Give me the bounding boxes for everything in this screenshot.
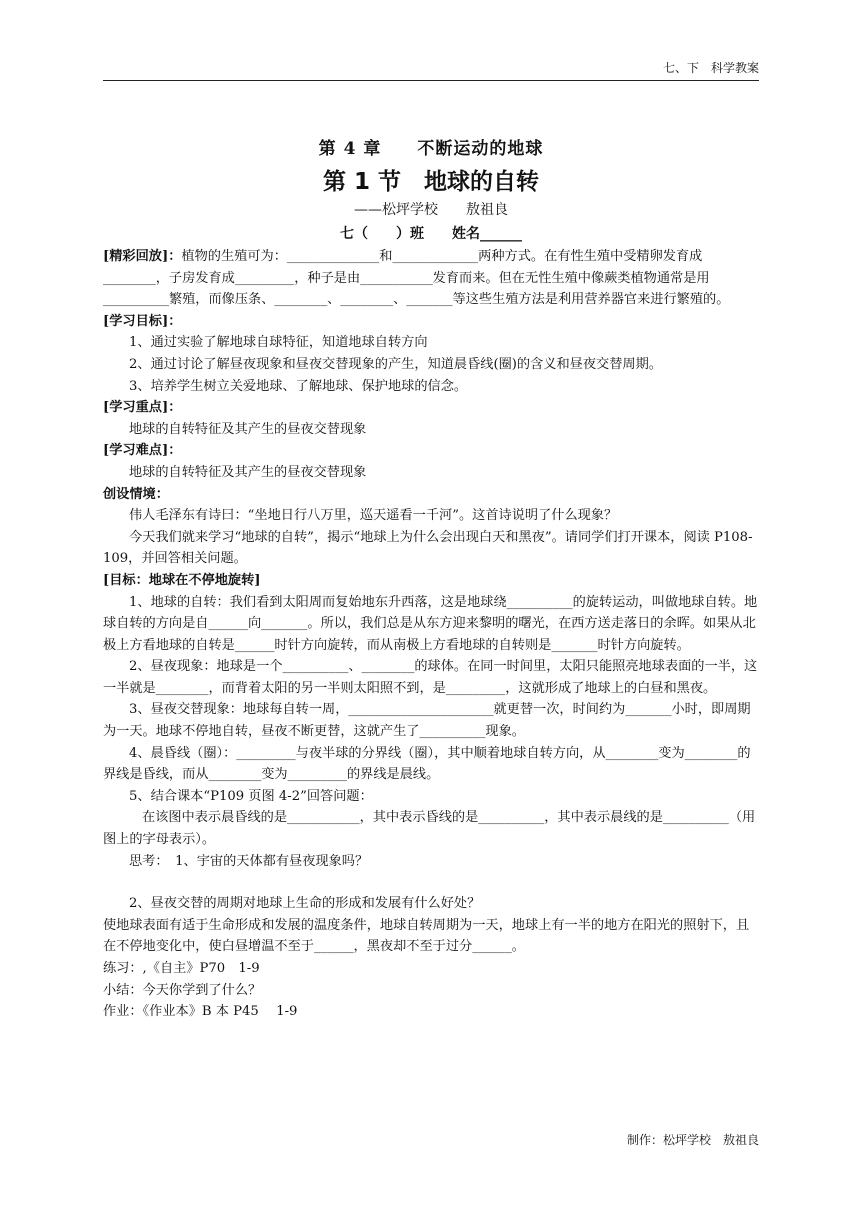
scenario-label: 创设情境： xyxy=(103,486,169,502)
title-block xyxy=(103,134,759,246)
chapter-title: 第 4 章 不断运动的地球 xyxy=(318,139,544,159)
homework-line: 作业：《作业本》B 本 P45 1-9 xyxy=(103,1004,298,1020)
practice-line: 练习：,《自主》P70 1-9 xyxy=(103,961,260,976)
author-line: ——松坪学校 敖祖良 xyxy=(354,202,508,218)
page-header: 七、下 科学教案 xyxy=(103,58,759,81)
scenario-paragraph-1: 伟人毛泽东有诗曰：“坐地日行八万里，巡天遥看一千河”。这首诗说明了什么现象？ xyxy=(129,508,618,524)
think-question-2: 2、昼夜交替的周期对地球上生命的形成和发展有什么好处？ xyxy=(129,896,481,912)
review-label: [精彩回放]： xyxy=(103,249,182,264)
objective-item: 1、通过实验了解地球自球特征，知道地球自转方向 xyxy=(129,335,428,351)
scenario-paragraph-2: 今天我们就来学习“地球的自转”，揭示“地球上为什么会出现白天和黑夜”。请同学们打开课本，阅读 P108-109，并回答相关问题。 xyxy=(103,529,753,567)
section-title: 第 1 节 地球的自转 xyxy=(322,169,540,195)
review-text: 植物的生殖可为：______________和_____________两种方式。在有性生殖中受精卵发育成________，子房发育成_________，种子是由___________发育而来。但在无性生殖中像蕨类植物通常是用__________繁殖，而像压条、________、________、_______等这些生殖方法是利用营养器官来进行繁殖的。 xyxy=(103,249,730,308)
goal-subquestion: 在该图中表示晨昏线的是___________，其中表示昏线的是__________，其中表示晨线的是__________（用图上的字母表示）。 xyxy=(103,810,756,848)
difficulty-text: 地球的自转特征及其产生的昼夜交替现象 xyxy=(129,464,367,480)
summary-line: 小结：今天你学到了什么？ xyxy=(103,982,262,998)
goal-label: [目标：地球在不停地旋转] xyxy=(103,572,261,588)
think-answer: 使地球表面有适于生命形成和发展的温度条件，地球自转周期为一天，地球上有一半的地方在阳光的照射下，且在不停地变化中，使白昼增温不至于______，黑夜却不至于过分______。 xyxy=(103,917,750,955)
review-paragraph xyxy=(103,246,759,311)
difficulty-label: [学习难点]： xyxy=(103,443,182,459)
page-footer: 制作：松坪学校 敖祖良 xyxy=(626,1133,759,1147)
goal-item: 1、地球的自转：我们看到太阳周而复始地东升西落，这是地球绕__________的旋转运动，叫做地球自转。地球自转的方向是自______向_______。所以，我们总是从东方迎来黎明的曙光，在西方送走落日的余晖。如果从北极上方看地球的自转是______时针方向旋转，而从南极上方看地球的自转则是_______时针方向旋转。 xyxy=(103,594,758,653)
focus-label: [学习重点]： xyxy=(103,400,182,416)
class-name-line: 七（ ）班 姓名______ xyxy=(340,226,522,242)
objective-item: 2、通过讨论了解昼夜现象和昼夜交替现象的产生，知道晨昏线(圈)的含义和昼夜交替周期。 xyxy=(129,356,662,372)
goal-item: 2、昼夜现象：地球是一个__________、________的球体。在同一时间里，太阳只能照亮地球表面的一半，这一半就是________，而背着太阳的另一半则太阳照不到，是_________，这就形成了地球上的白昼和黑夜。 xyxy=(103,659,758,696)
objectives-label: [学习目标]： xyxy=(103,313,182,329)
blank-space xyxy=(103,872,759,893)
goal-item: 5、结合课本“P109 页图 4-2”回答问题： xyxy=(129,788,373,804)
lesson-content xyxy=(103,246,759,1023)
goal-item: 4、晨昏线（圈）：_________与夜半球的分界线（圈），其中顺着地球自转方向，从________变为________的界线是昏线，而从________变为_________的界线是晨线。 xyxy=(103,745,751,783)
objective-item: 3、培养学生树立关爱地球、了解地球、保护地球的信念。 xyxy=(129,378,468,394)
goal-item: 3、昼夜交替现象：地球每自转一周，______________________就更替一次，时间约为_______小时，即周期为一天。地球不停地自转，昼夜不断更替，这就产生了__________现象。 xyxy=(103,702,751,740)
focus-text: 地球的自转特征及其产生的昼夜交替现象 xyxy=(129,421,367,437)
think-question-1: 思考： 1、宇宙的天体都有昼夜现象吗？ xyxy=(129,853,369,869)
